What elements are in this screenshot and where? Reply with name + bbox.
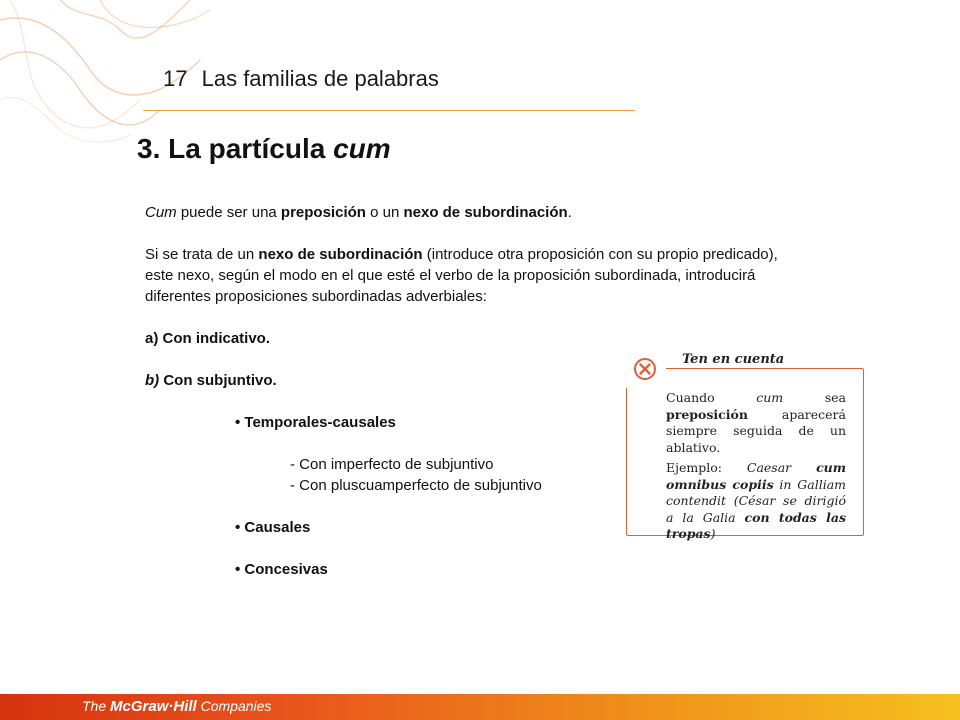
chapter-heading	[163, 66, 439, 92]
intro-paragraph	[145, 202, 785, 223]
intro-word: Cum	[145, 204, 177, 221]
sub-item-imperfecto: - Con imperfecto de subjuntivo	[290, 456, 494, 473]
bullet-concesivas-text: • Concesivas	[235, 561, 328, 578]
x-circle-icon	[632, 356, 658, 382]
bullet-causales-text: • Causales	[235, 519, 311, 536]
note-p1-text-2: sea	[783, 390, 846, 405]
slide-title-prefix: 3. La partícula	[137, 133, 326, 164]
note-p2-italic-1: Caesar	[746, 460, 817, 475]
slide-title	[137, 133, 391, 165]
note-text	[666, 390, 846, 547]
explanation-paragraph	[145, 244, 785, 307]
bullet-temporales-causales-text: • Temporales-causales	[235, 414, 396, 431]
intro-bold-2: nexo de subordinación	[403, 204, 568, 221]
note-heading: Ten en cuenta	[682, 352, 788, 367]
item-subjunctive-letter: b)	[145, 372, 160, 389]
intro-text-1: puede ser una	[176, 204, 281, 221]
explanation-text-1: Si se trata de un	[145, 246, 259, 263]
intro-text-2: o un	[365, 204, 404, 221]
header-divider	[143, 110, 635, 111]
note-icon-holder	[626, 350, 666, 388]
item-indicative	[145, 328, 785, 349]
note-p1-text-3: aparecerá siempre seguida de un ablativo.	[666, 406, 846, 455]
sub-item-pluscuamperfecto: - Con pluscuamperfecto de subjuntivo	[290, 477, 542, 494]
intro-text-3: .	[567, 204, 572, 221]
item-indicative-text: a) Con indicativo.	[145, 330, 271, 347]
note-p2-bold-1: cum omnibus copiis	[666, 460, 846, 492]
intro-bold-1: preposición	[280, 204, 366, 221]
note-p2-italic-3: )	[710, 526, 716, 541]
note-p2-bold-2: con todas las tropas	[666, 509, 846, 541]
item-subjunctive-text: Con subjuntivo.	[159, 372, 277, 389]
logo-text-post: Companies	[196, 698, 272, 714]
footer-bar	[0, 694, 960, 720]
note-p1-bold: preposición	[666, 406, 748, 422]
note-p2-italic-2: in Galliam contendit (César se dirigió a la Galia	[666, 476, 847, 525]
bullet-concesivas	[145, 559, 785, 580]
note-box	[626, 348, 864, 541]
publisher-logo	[82, 698, 271, 715]
logo-text-mid: McGraw·Hill	[110, 698, 197, 715]
chapter-number: 17	[163, 66, 188, 91]
slide-title-word: cum	[333, 133, 391, 164]
note-p2-text-1: Ejemplo:	[666, 460, 747, 475]
logo-text-pre: The	[82, 698, 111, 714]
note-p1-italic: cum	[756, 390, 784, 405]
note-p1-text-1: Cuando	[666, 390, 757, 405]
note-paragraph-1	[666, 390, 846, 456]
explanation-bold: nexo de subordinación	[258, 246, 423, 263]
chapter-title: Las familias de palabras	[201, 66, 439, 91]
explanation-text-2: (introduce otra proposición con su propio predicado), este nexo, según el modo en el que esté el verbo de la proposición subordinada, introducirá diferentes proposiciones subordinadas adverbiales:	[145, 246, 778, 305]
note-paragraph-2	[666, 460, 846, 543]
